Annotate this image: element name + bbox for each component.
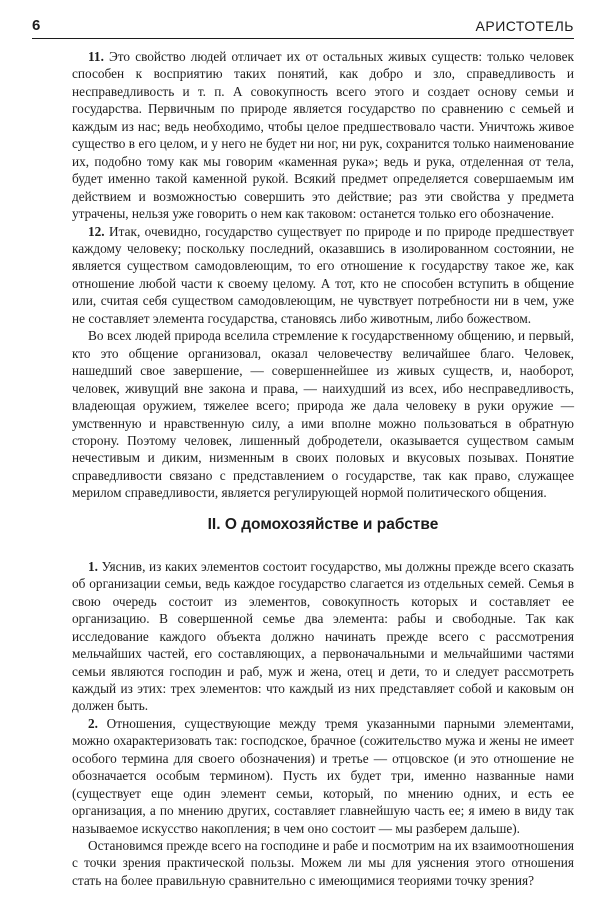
paragraph-text: Отношения, существующие между тремя указанными парными элементами, можно охарактеризовать так: господское, брачное (сожительство мужа и жены не имеет особого термина для своего обозначения) и третье — отцовское (и это отношение не обозначается особым термином). Пусть их будет три, именно названные нами (существует еще один элемент семьи, который, по мнению одних, и есть ее организация, а по мнению других, составляет главнейшую часть ее; я имею в виду так называемое искусство накопления; в чем оно состоит — мы разберем дальше). (72, 715, 575, 836)
section-paragraph-1 (72, 558, 574, 715)
page-number: 6 (32, 17, 41, 34)
paragraph-number: 12. (88, 223, 105, 239)
paragraph-text: Это свойство людей отличает их от остальных живых существ: только человек способен к восприятию таких понятий, как добро и зло, справедливость и несправедливость и т. п. А совокупность всего этого и создает основу семьи и государства. Первичным по природе является государство по сравнению с семьей и каждым из нас; ведь необходимо, чтобы целое предшествовало части. Уничтожь живое существо в его целом, и у него не будет ни ног, ни рук, сохранится только наименование их, подобно тому как мы говорим «каменная рука»; ведь и рука, отделенная от тела, будет именно такой каменной рукой. Всякий предмет определяется совершаемым им действием и возможностью совершить это действие; раз эти свойства у предмета утрачены, нельзя уже говорить о нем как таковом: останется только его обозначение. (72, 49, 574, 222)
paragraph-number: 2. (88, 715, 98, 731)
paragraph-number: 1. (88, 558, 98, 574)
paragraph-text: Уяснив, из каких элементов состоит государство, мы должны прежде всего сказать об организации семьи, ведь каждое государство слагается из отдельных семей. Семья в свою очередь состоит из элементов, совокупность которых и составляет ее организацию. В совершенной семье два элемента: рабы и свободные. Так как исследование каждого объекта должно начинать прежде всего с рассмотрения мельчайших частей, его составляющих, а первоначальными и мельчайшими частями семьи являются господин и раб, муж и жена, отец и дети, то и следует рассмотреть каждый из этих: трех элементов: что каждый из них представляет собой и каковым он должен быть. (72, 558, 574, 714)
section-heading: II. О домохозяйстве и рабстве (207, 515, 439, 533)
section-paragraph-2 (72, 715, 574, 837)
page-header (32, 16, 574, 39)
paragraph-number: 11. (88, 49, 104, 64)
section-paragraph-2-continued (72, 837, 574, 889)
paragraph-text: Итак, очевидно, государство существует по природе и по природе предшествует каждому человеку; поскольку последний, оказавшись в изолированном состоянии, не является существом самодовлеющим, то его отношение к государству такое же, как отношение любой части к своему целому. А тот, кто не способен вступить в общение или, считая себя существом самодовлеющим, не чувствует потребности ни в чем, уже не составляет элемента государства, становясь либо животным, либо божеством. (72, 223, 574, 326)
paragraph-text: Во всех людей природа вселила стремление к государственному общению, и первый, кто это общение организовал, оказал человечеству величайшее благо. Человек, нашедший свое завершение, — совершеннейшее из живых существ, и, наоборот, человек, живущий вне закона и права, — наихудший из всех, ибо несправедливость, владеющая оружием, тяжелее всего; природа же дала человеку в руки оружие — умственную и нравственную силу, а ими вполне можно пользоваться в обратную сторону. Поэтому человек, лишенный добродетели, оказывается существом самым нечестивым и диким, низменным в своих половых и вкусовых позывах. Понятие справедливости связано с представлением о государстве, так как право, служащее мерилом справедливости, является регулирующей нормой политического общения. (72, 328, 574, 501)
paragraph-12-continued (72, 327, 574, 502)
body-text (72, 48, 574, 889)
paragraph-text: Остановимся прежде всего на господине и рабе и посмотрим на их взаимоотношения с точки зрения практической пользы. Можем ли мы для уяснения этого отношения стать на более правильную сравнительно с имеющимися теориями точку зрения? (72, 838, 574, 888)
paragraph-11 (72, 48, 574, 223)
running-title: АРИСТОТЕЛЬ (475, 18, 574, 34)
paragraph-12 (72, 223, 574, 328)
